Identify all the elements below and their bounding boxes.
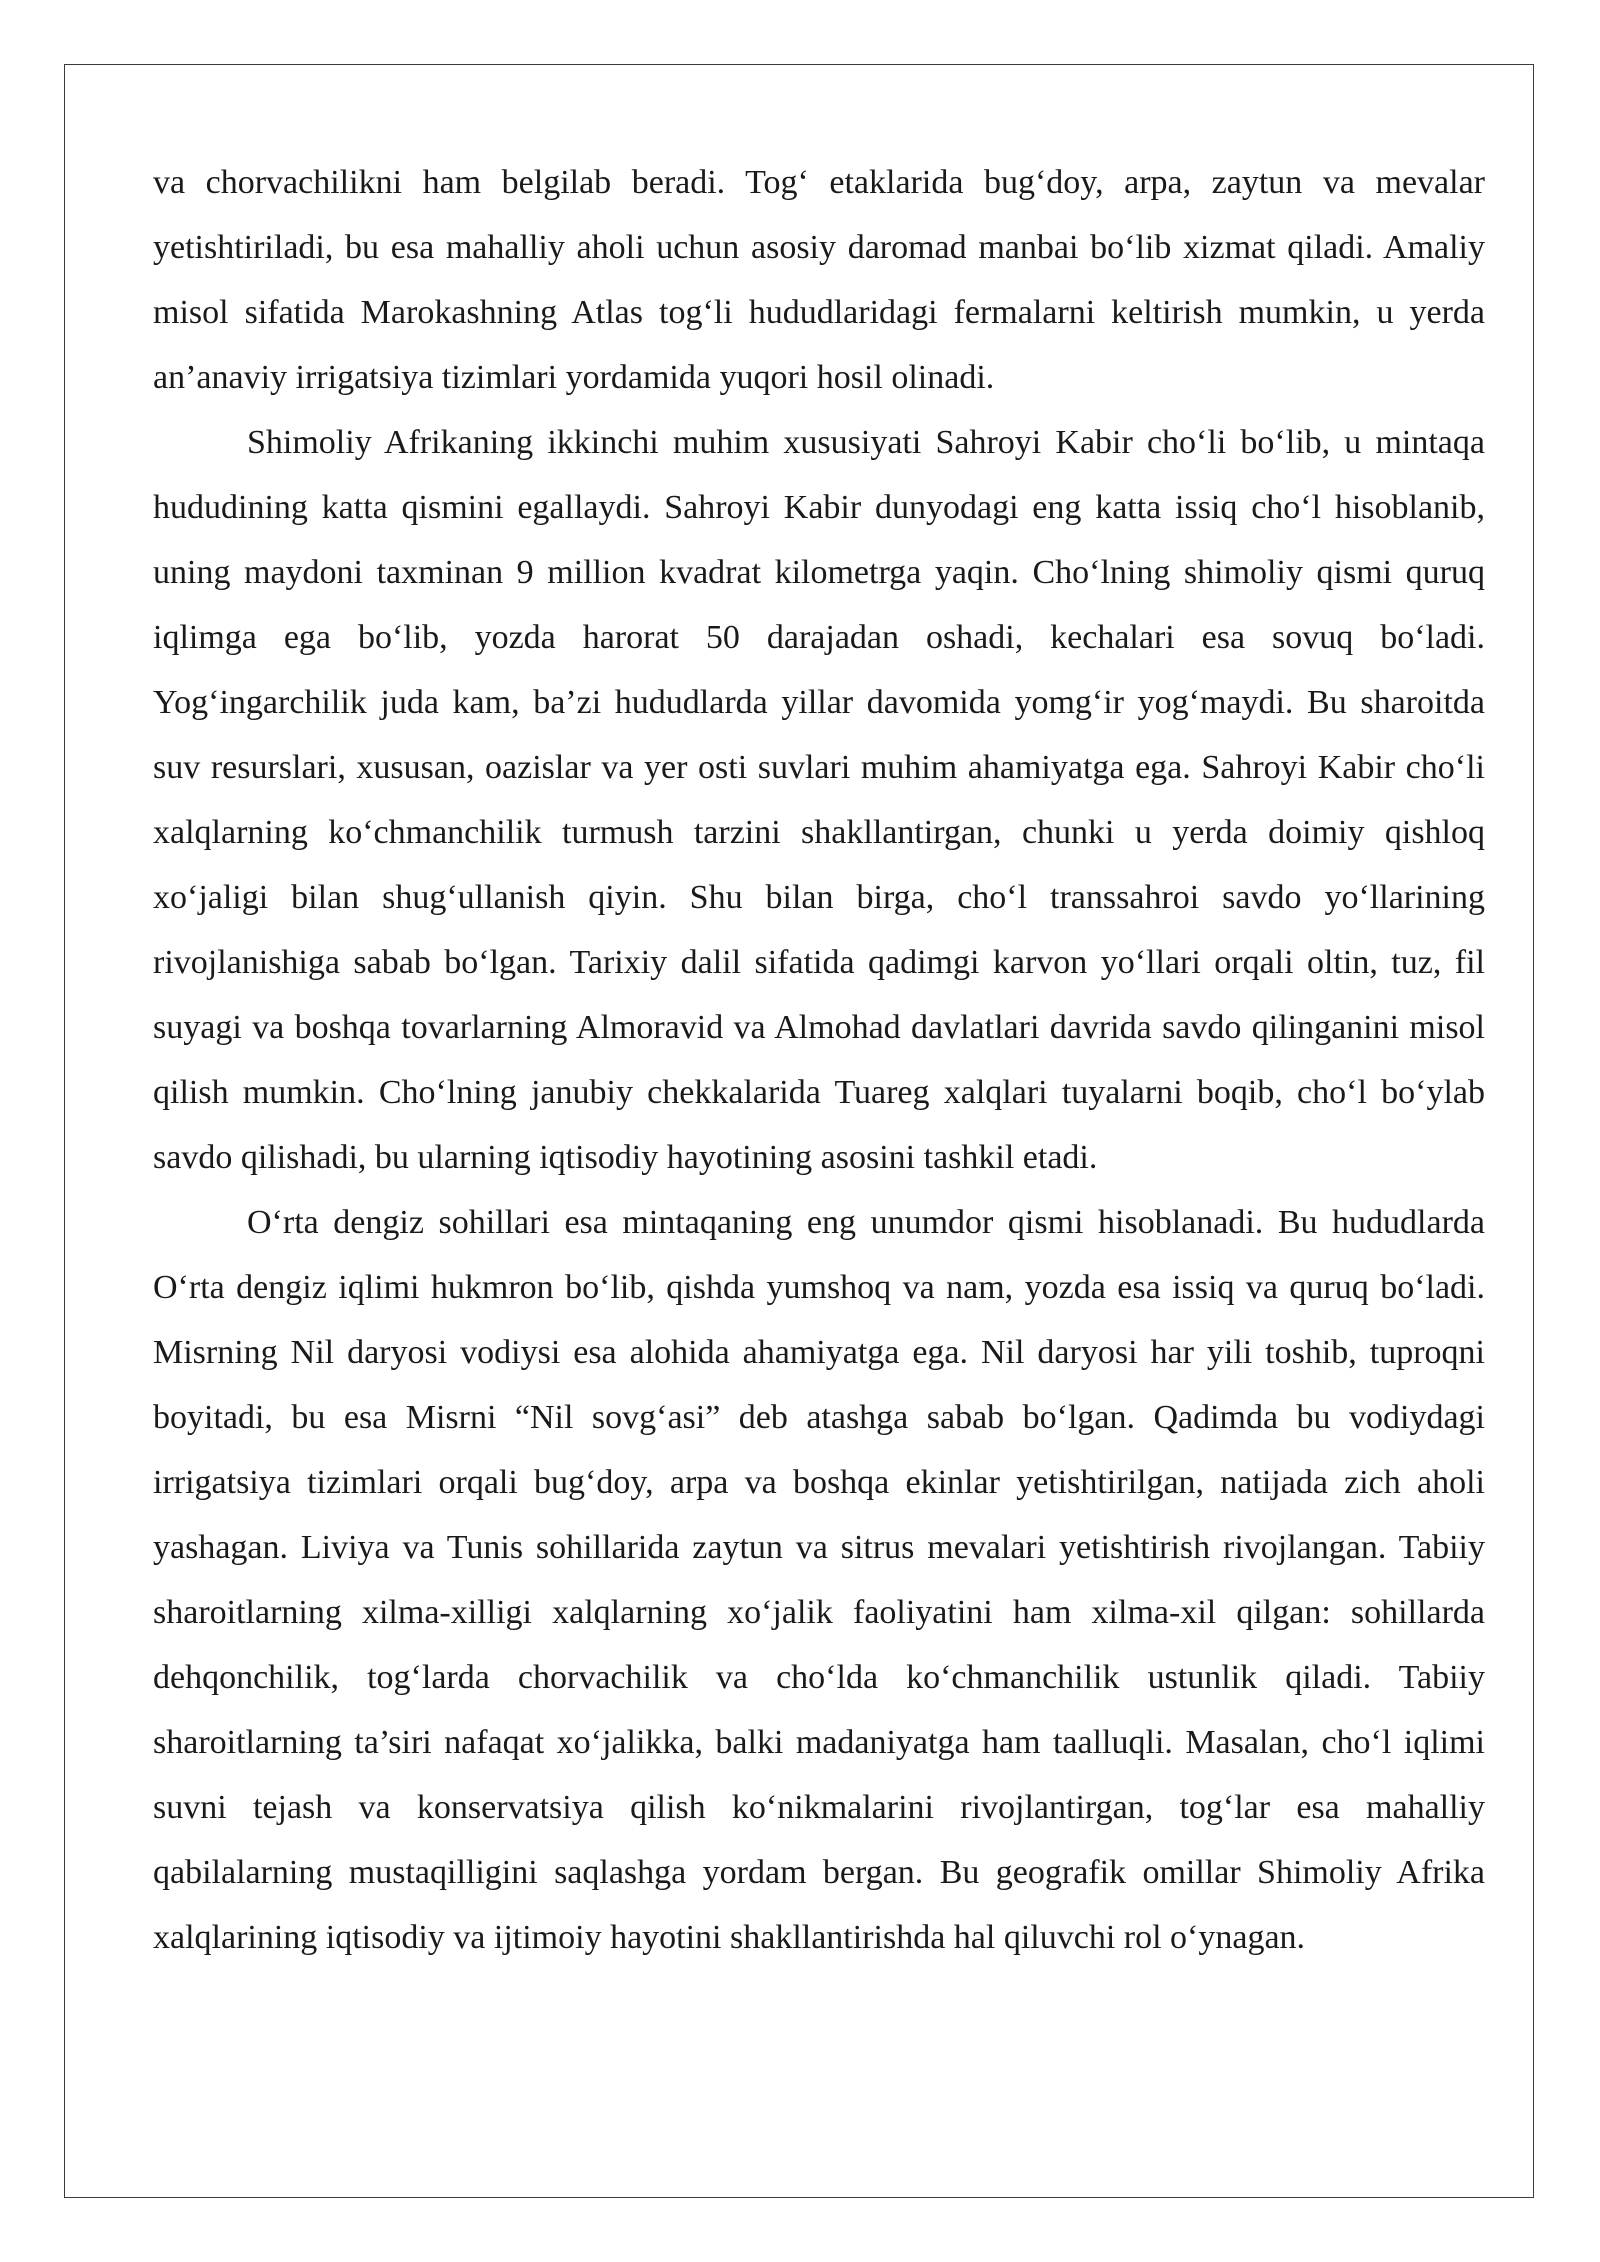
paragraph-sahara: Shimoliy Afrikaning ikkinchi muhim xususiyati Sahroyi Kabir cho‘li bo‘lib, u mintaqa hududining katta qismini egallaydi. Sahroyi Kabir dunyodagi eng katta issiq cho‘l hisoblanib, uning maydoni taxminan 9 million kvadrat kilometrga yaqin. Cho‘lning shimoliy qismi quruq iqlimga ega bo‘lib, yozda harorat 50 darajadan oshadi, kechalari esa sovuq bo‘ladi. Yog‘ingarchilik juda kam, ba’zi hududlarda yillar davomida yomg‘ir yog‘maydi. Bu sharoitda suv resurslari, xususan, oazislar va yer osti suvlari muhim ahamiyatga ega. Sahroyi Kabir cho‘li xalqlarning ko‘chmanchilik turmush tarzini shakllantirgan, chunki u yerda doimiy qishloq xo‘jaligi bilan shug‘ullanish qiyin. Shu bilan birga, cho‘l transsahroi savdo yo‘llarining rivojlanishiga sabab bo‘lgan. Tarixiy dalil sifatida qadimgi karvon yo‘llari orqali oltin, tuz, fil suyagi va boshqa tovarlarning Almoravid va Almohad davlatlari davrida savdo qilinganini misol qilish mumkin. Cho‘lning janubiy chekkalarida Tuareg xalqlari tuyalarni boqib, cho‘l bo‘ylab savdo qilishadi, bu ularning iqtisodiy hayotining asosini tashkil etadi. bbox=[153, 424, 1485, 1176]
paragraph-continuation: va chorvachilikni ham belgilab beradi. Tog‘ etaklarida bug‘doy, arpa, zaytun va mevalar yetishtiriladi, bu esa mahalliy aholi uchun asosiy daromad manbai bo‘lib xizmat qiladi. Amaliy misol sifatida Marokashning Atlas tog‘li hududlaridagi fermalarni keltirish mumkin, u yerda an’anaviy irrigatsiya tizimlari yordamida yuqori hosil olinadi. bbox=[153, 164, 1485, 396]
document-body bbox=[153, 150, 1485, 1970]
paragraph-mediterranean: O‘rta dengiz sohillari esa mintaqaning eng unumdor qismi hisoblanadi. Bu hududlarda O‘rta dengiz iqlimi hukmron bo‘lib, qishda yumshoq va nam, yozda esa issiq va quruq bo‘ladi. Misrning Nil daryosi vodiysi esa alohida ahamiyatga ega. Nil daryosi har yili toshib, tuproqni boyitadi, bu esa Misrni “Nil sovg‘asi” deb atashga sabab bo‘lgan. Qadimda bu vodiydagi irrigatsiya tizimlari orqali bug‘doy, arpa va boshqa ekinlar yetishtirilgan, natijada zich aholi yashagan. Liviya va Tunis sohillarida zaytun va sitrus mevalari yetishtirish rivojlangan. Tabiiy sharoitlarning xilma-xilligi xalqlarning xo‘jalik faoliyatini ham xilma-xil qilgan: sohillarda dehqonchilik, tog‘larda chorvachilik va cho‘lda ko‘chmanchilik ustunlik qiladi. Tabiiy sharoitlarning ta’siri nafaqat xo‘jalikka, balki madaniyatga ham taalluqli. Masalan, cho‘l iqlimi suvni tejash va konservatsiya qilish ko‘nikmalarini rivojlantirgan, tog‘lar esa mahalliy qabilalarning mustaqilligini saqlashga yordam bergan. Bu geografik omillar Shimoliy Afrika xalqlarining iqtisodiy va ijtimoiy hayotini shakllantirishda hal qiluvchi rol o‘ynagan. bbox=[153, 1204, 1485, 1956]
